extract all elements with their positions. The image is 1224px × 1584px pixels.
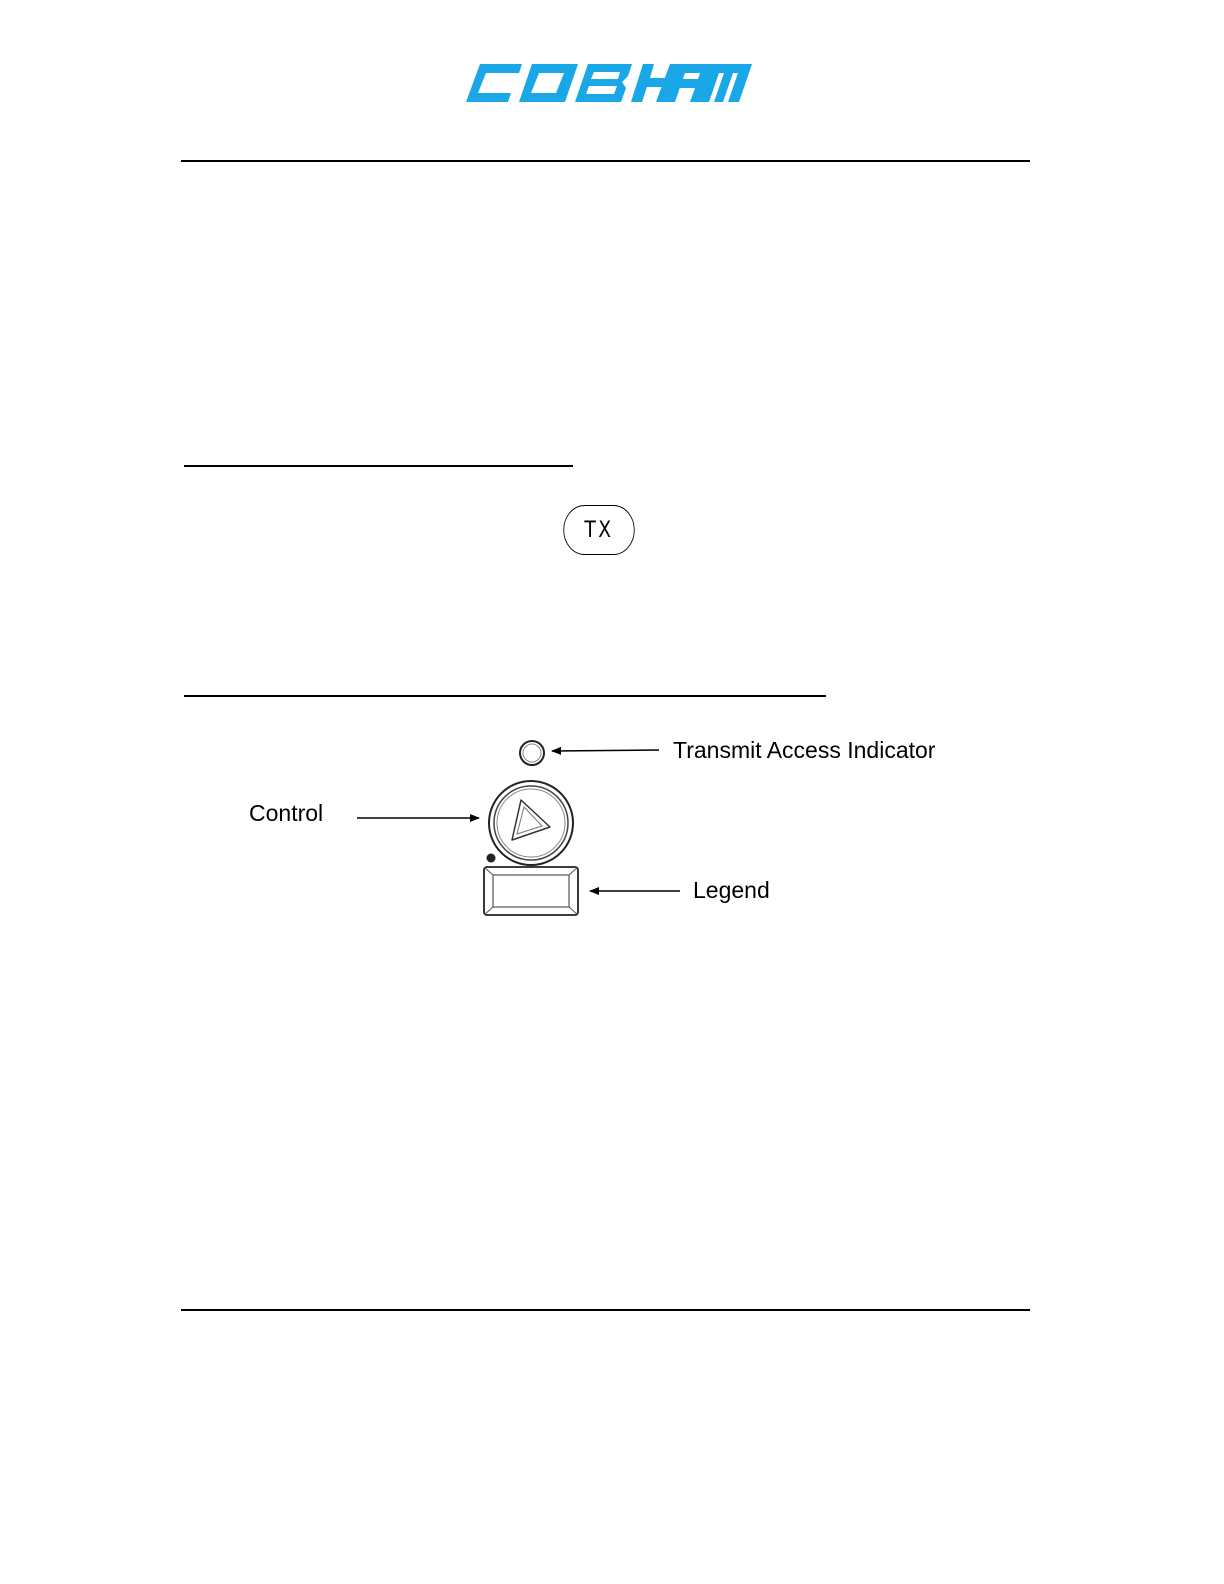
tx-key-button[interactable] — [563, 505, 634, 555]
status-dot — [487, 854, 496, 863]
play-triangle-icon[interactable] — [489, 781, 573, 865]
legend-callout-label: Legend — [693, 877, 770, 903]
control-callout-label: Control — [249, 800, 324, 826]
tx-key-label: TX — [584, 517, 614, 543]
indicator-callout-label: Transmit Access Indicator — [673, 737, 936, 763]
indicator-arrow — [552, 750, 659, 751]
section-rule-panel — [184, 695, 826, 697]
footer-rule — [181, 1309, 1030, 1311]
indicator-lamp-icon — [520, 741, 544, 765]
header-rule — [181, 160, 1030, 162]
section-rule-tx — [184, 465, 573, 467]
cobham-logo — [462, 60, 752, 106]
legend-window-icon — [484, 867, 578, 915]
